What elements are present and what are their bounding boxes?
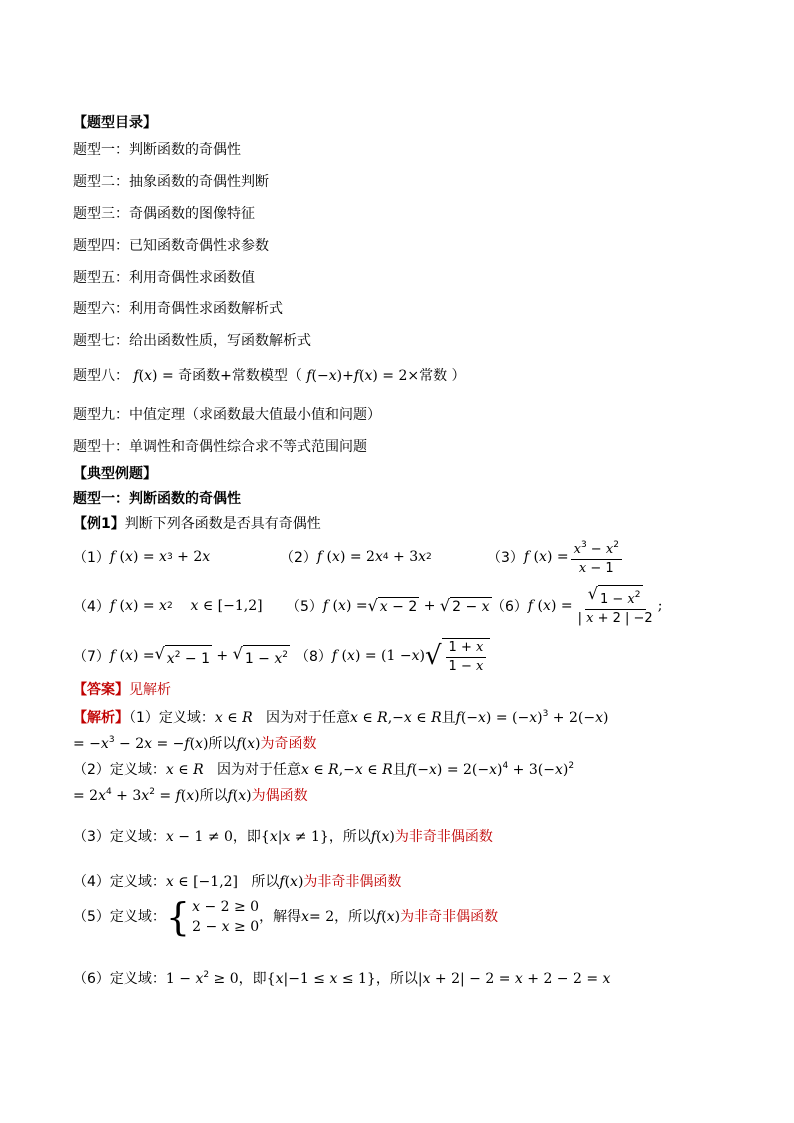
analysis-1-line-1: 【解析】（1）定义域：x ∈ R 因为对于任意x ∈ R,−x ∈ R且$f(-x) = (-x)^3 + 2(-x)$	[73, 709, 609, 726]
analysis-text: 所以	[208, 736, 237, 752]
example-row-3	[73, 636, 733, 676]
item-label: （2）	[280, 550, 317, 566]
toc-item-1: 题型一：判断函数的奇偶性	[73, 142, 241, 158]
item-label: （1）	[73, 550, 110, 566]
analysis-text: ，即	[238, 971, 267, 987]
analysis-text: ，解得	[259, 909, 302, 925]
toc-item-4: 题型四：已知函数奇偶性求参数	[73, 238, 269, 254]
system-of-inequalities: { x − 2 ≥ 0 2 − x ≥ 0	[165, 895, 260, 939]
example-item-3: （3） f ( x ) = $\frac{x^3 - x^2}{x - 1}$	[487, 537, 624, 577]
example-item-5: （5） f ( x ) = √ x − 2 + √ 2 − x	[286, 596, 490, 615]
example-item-1: （1） f ( x ) = x 3 + 2 x	[73, 549, 211, 566]
fraction: √ $1 - x^2$ | x + 2 | −2	[577, 584, 653, 626]
analysis-conclusion: 为非奇非偶函数	[400, 909, 499, 925]
toc-item-6: 题型六：利用奇偶性求函数解析式	[73, 301, 283, 317]
analysis-text: （5）定义域：	[73, 909, 166, 925]
example-item-4: （4） f ( x ) = x 2 x ∈ [−1,2]	[73, 598, 263, 615]
example-1-text: 判断下列各函数是否具有奇偶性	[124, 516, 321, 532]
example-1-label: 【例1】	[73, 516, 125, 532]
analysis-2-line-1: （2）定义域：x ∈ R 因为对于任意x ∈ R,−x ∈ R且$f(-x) = 2(-x)^4 + 3(-x)^2$	[73, 761, 575, 778]
analysis-text: 所以	[199, 788, 228, 804]
fraction: $\frac{x^3 - x^2}{x - 1}$	[571, 537, 622, 577]
analysis-text: （3）定义域：	[73, 829, 166, 845]
analysis-conclusion: 为偶函数	[251, 788, 308, 804]
analysis-6: （6）定义域：$1 - x^2 \ge 0$，即{x|−1 ≤ x ≤ 1}，所以|x + 2| − 2 = x + 2 − 2 = x	[73, 970, 611, 987]
analysis-conclusion: 为非奇非偶函数	[394, 829, 493, 845]
toc-item-8-mid: = 奇函数+常数模型（	[161, 368, 302, 384]
example-row-1	[73, 537, 733, 577]
answer-text: 见解析	[129, 682, 171, 698]
example-item-8: （8） f ( x ) = (1 − x ) √ $\frac{1 + x}{1 - x}$	[295, 636, 490, 676]
analysis-1-line-2: = $-x^3 - 2x = -f(x)$所以f(x)为奇函数	[73, 735, 317, 752]
example-item-2: （2） f ( x ) = 2 x 4 + 3 x 2	[280, 549, 432, 566]
analysis-text: （2）定义域：	[73, 762, 166, 778]
analysis-text: 且	[392, 762, 407, 778]
answer-line	[73, 681, 171, 699]
analysis-text: 因为对于任意	[266, 710, 350, 726]
analysis-text: （1）定义域：	[129, 710, 215, 726]
item-label: （4）	[73, 599, 110, 615]
toc-item-5: 题型五：利用奇偶性求函数值	[73, 270, 255, 286]
analysis-conclusion: 为非奇非偶函数	[303, 874, 402, 890]
toc-item-2: 题型二：抽象函数的奇偶性判断	[73, 174, 269, 190]
toc-item-8-suffix: 常数 ）	[419, 368, 466, 384]
example-item-6: （6） f ( x ) = √ $1 - x^2$ | x + 2 | −2 ;	[491, 584, 663, 626]
analysis-4: （4）定义域：x ∈ [−1,2] 所以f(x)为非奇非偶函数	[73, 874, 402, 890]
toc-item-10: 题型十：单调性和奇偶性综合求不等式范围问题	[73, 439, 367, 455]
item-label: （8）	[295, 649, 332, 665]
analysis-text: 且	[441, 710, 456, 726]
analysis-text: 所以	[251, 874, 280, 890]
example-1-prompt	[73, 515, 321, 533]
fraction: $\frac{1 + x}{1 - x}$	[446, 640, 487, 675]
toc-item-7: 题型七：给出函数性质，写函数解析式	[73, 333, 311, 349]
item-label: （6）	[491, 599, 528, 615]
toc-item-8: 题型八： f(x) = 奇函数+常数模型（ f(−x)+f(x) = 2×常数 ）	[73, 368, 466, 384]
example-item-7: （7） f ( x ) = √ $x^2 - 1$ + √ $1 - x^2$	[73, 644, 289, 667]
analysis-3: （3）定义域：x − 1 ≠ 0，即{x|x ≠ 1}，所以f(x)为非奇非偶函数	[73, 829, 493, 845]
item-label: （7）	[73, 649, 110, 665]
example-row-2	[73, 586, 733, 626]
analysis-text: ，即	[232, 829, 261, 845]
toc-item-9: 题型九：中值定理（求函数最大值最小值和问题）	[73, 407, 381, 423]
answer-label: 【答案】	[73, 682, 129, 698]
analysis-label: 【解析】	[73, 710, 129, 726]
analysis-text: （6）定义域：	[73, 971, 166, 987]
item-label: （5）	[286, 599, 323, 615]
analysis-text: ，所以	[375, 971, 418, 987]
toc-item-8-prefix: 题型八：	[73, 368, 129, 384]
analysis-conclusion: 为奇函数	[260, 736, 317, 752]
item-label: （3）	[487, 550, 524, 566]
analysis-text: 因为对于任意	[217, 762, 301, 778]
toc-header: 【题型目录】	[73, 115, 157, 131]
type1-title: 题型一：判断函数的奇偶性	[73, 491, 241, 507]
analysis-text: ，所以	[334, 909, 377, 925]
analysis-text: ，所以	[328, 829, 371, 845]
examples-header: 【典型例题】	[73, 466, 157, 482]
toc-item-3: 题型三：奇偶函数的图像特征	[73, 206, 255, 222]
analysis-5: （5）定义域： { x − 2 ≥ 0 2 − x ≥ 0 ，解得 x = 2 ，所以 f ( x ) 为非奇非偶函数	[73, 895, 499, 939]
analysis-2-line-2: = $2x^4 + 3x^2 = f(x)$所以f(x)为偶函数	[73, 787, 308, 804]
analysis-text: （4）定义域：	[73, 874, 166, 890]
